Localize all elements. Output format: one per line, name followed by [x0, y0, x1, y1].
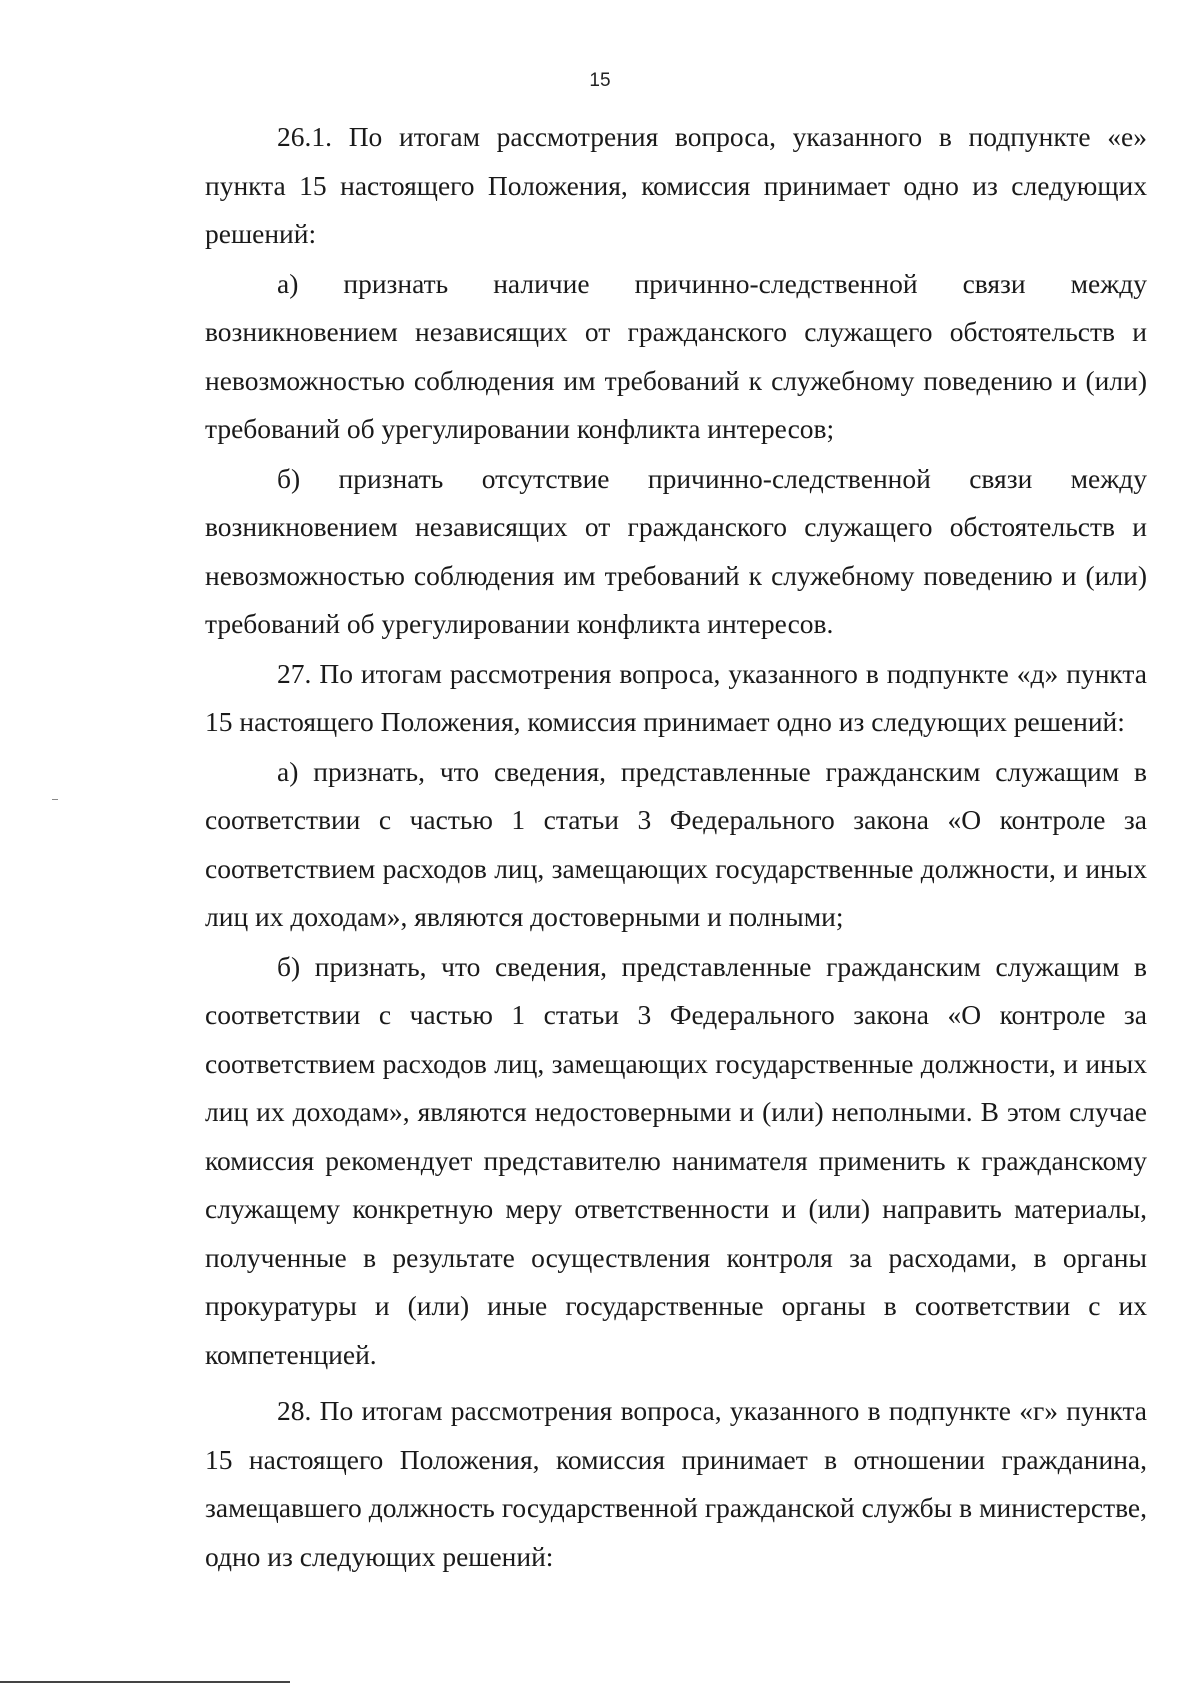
document-body [205, 113, 1147, 1582]
paragraph-26-1-b: б) признать отсутствие причинно-следственной связи между возникновением независящих от гражданского служащего обстоятельств и невозможностью соблюдения им требований к служебному поведению и (или) требований об урегулировании конфликта интересов. [205, 462, 1147, 639]
paragraph-27-a: а) признать, что сведения, представленные гражданским служащим в соответствии с частью 1 статьи 3 Федерального закона «О контроле за соответствием расходов лиц, замещающих государственные должности, и иных лиц их доходам», являются достоверными и полными; [205, 755, 1147, 932]
page-number: 15 [589, 70, 611, 91]
scan-artifact [52, 799, 58, 800]
paragraph-27: 27. По итогам рассмотрения вопроса, указанного в подпункте «д» пункта 15 настоящего Положения, комиссия принимает одно из следующих решений: [205, 657, 1147, 737]
paragraph-26-1-a: а) признать наличие причинно-следственной связи между возникновением независящих от гражданского служащего обстоятельств и невозможностью соблюдения им требований к служебному поведению и (или) требований об урегулировании конфликта интересов; [205, 267, 1147, 444]
paragraph-27-b: б) признать, что сведения, представленные гражданским служащим в соответствии с частью 1 статьи 3 Федерального закона «О контроле за соответствием расходов лиц, замещающих государственные должности, и иных лиц их доходам», являются недостоверными и (или) неполными. В этом случае комиссия рекомендует представителю нанимателя применить к гражданскому служащему конкретную меру ответственности и (или) направить материалы, полученные в результате осуществления контроля за расходами, в органы прокуратуры и (или) иные государственные органы в соответствии с их компетенцией. [205, 950, 1147, 1370]
footer-divider [0, 1681, 290, 1683]
paragraph-28: 28. По итогам рассмотрения вопроса, указанного в подпункте «г» пункта 15 настоящего Положения, комиссия принимает в отношении гражданина, замещавшего должность государственной гражданской службы в министерстве, одно из следующих решений: [205, 1395, 1147, 1572]
paragraph-26-1: 26.1. По итогам рассмотрения вопроса, указанного в подпункте «е» пункта 15 настоящего Положения, комиссия принимает одно из следующих решений: [205, 121, 1147, 249]
